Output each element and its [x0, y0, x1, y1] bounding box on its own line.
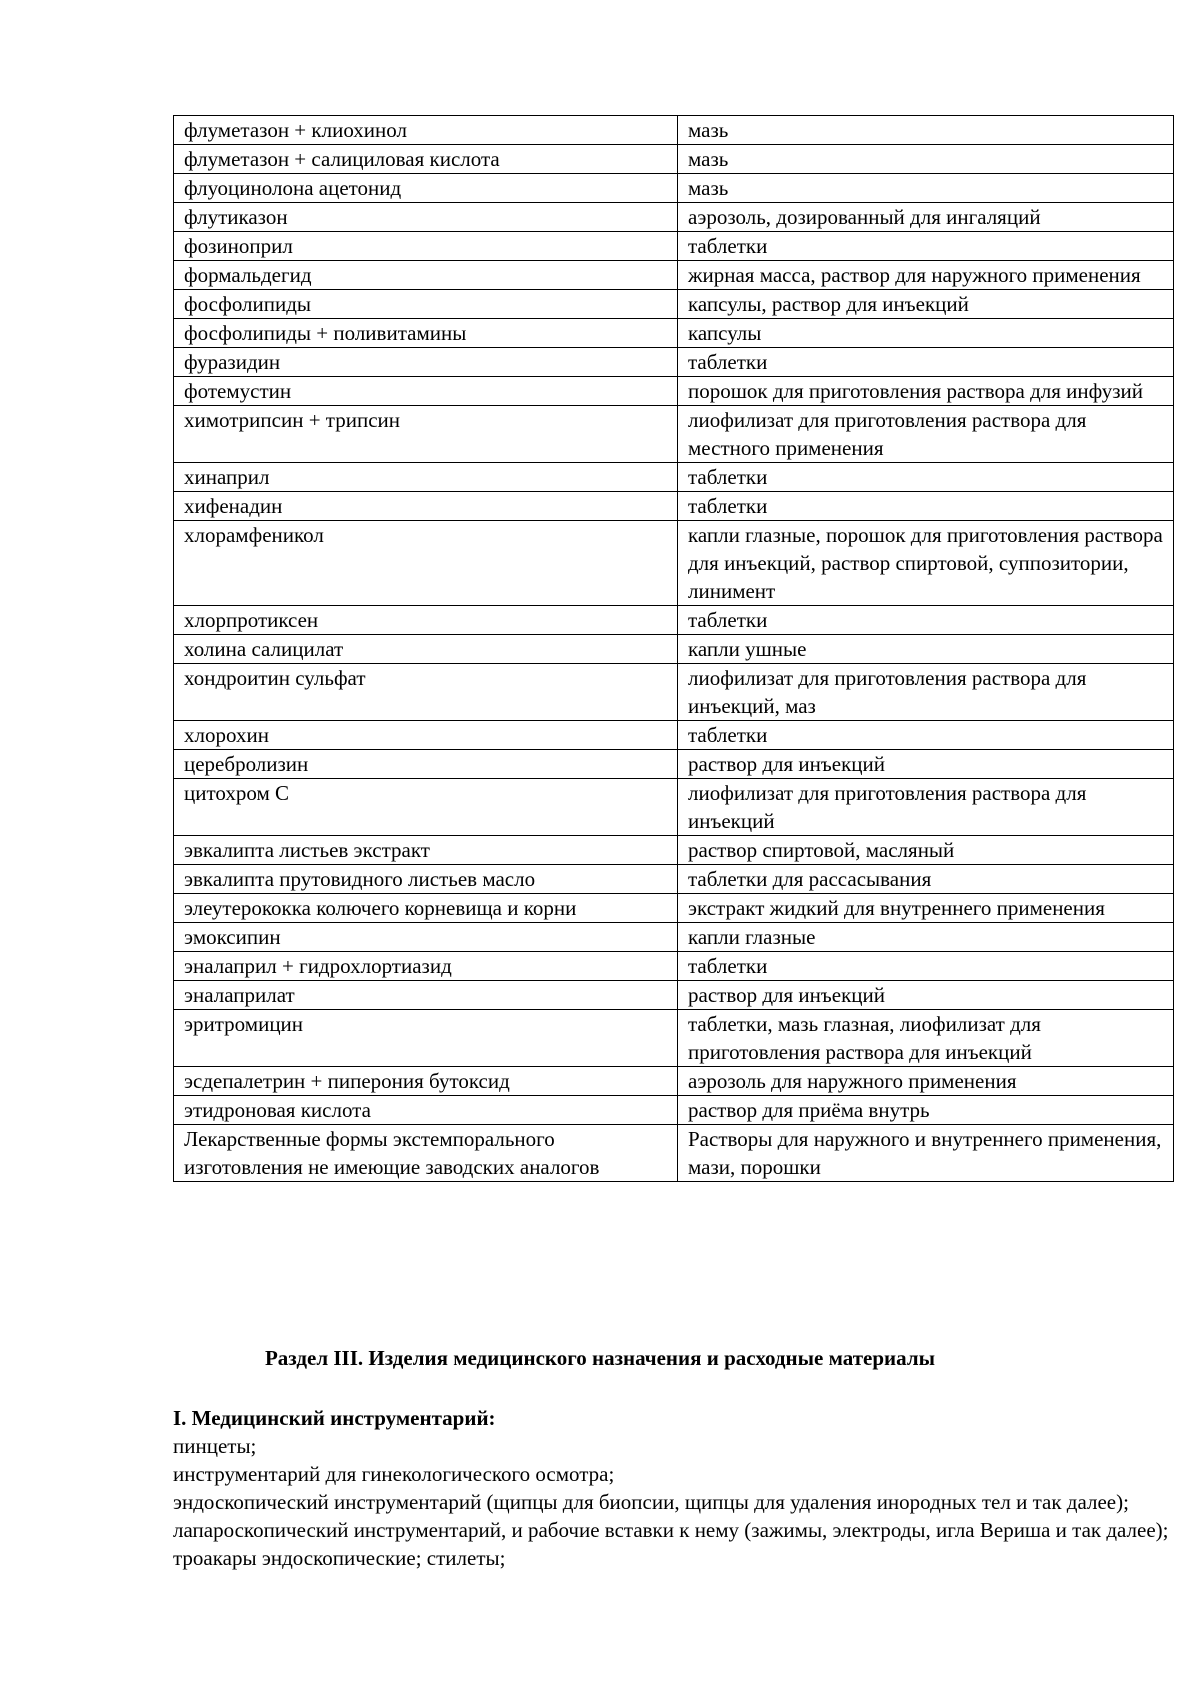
substance-name-cell: хинаприл — [174, 463, 678, 492]
list-item: пинцеты; — [173, 1434, 257, 1458]
dosage-form-cell: таблетки — [678, 952, 1174, 981]
dosage-form-cell: таблетки для рассасывания — [678, 865, 1174, 894]
substance-name-cell: церебролизин — [174, 750, 678, 779]
subsection-title: I. Медицинский инструментарий: — [173, 1406, 496, 1430]
dosage-form-cell: экстракт жидкий для внутреннего применения — [678, 894, 1174, 923]
dosage-form-cell: таблетки — [678, 492, 1174, 521]
substance-name-cell: флуметазон + салициловая кислота — [174, 145, 678, 174]
table-row — [174, 232, 1174, 261]
substance-name-cell: хлорпротиксен — [174, 606, 678, 635]
dosage-form-cell: лиофилизат для приготовления раствора для инъекций, маз — [678, 664, 1174, 721]
substance-name-cell: фосфолипиды — [174, 290, 678, 319]
substance-name-cell: эналаприл + гидрохлортиазид — [174, 952, 678, 981]
drug-forms-table — [173, 115, 1174, 1182]
dosage-form-cell: таблетки, мазь глазная, лиофилизат для приготовления раствора для инъекций — [678, 1010, 1174, 1067]
substance-name-cell: холина салицилат — [174, 635, 678, 664]
table-row — [174, 836, 1174, 865]
dosage-form-cell: капли глазные — [678, 923, 1174, 952]
table-row — [174, 319, 1174, 348]
table-row — [174, 664, 1174, 721]
substance-name-cell: фотемустин — [174, 377, 678, 406]
dosage-form-cell: таблетки — [678, 463, 1174, 492]
table-row — [174, 952, 1174, 981]
dosage-form-cell: аэрозоль, дозированный для ингаляций — [678, 203, 1174, 232]
substance-name-cell: фуразидин — [174, 348, 678, 377]
substance-name-cell: Лекарственные формы экстемпорального изготовления не имеющие заводских аналогов — [174, 1125, 678, 1182]
dosage-form-cell: таблетки — [678, 348, 1174, 377]
substance-name-cell: формальдегид — [174, 261, 678, 290]
dosage-form-cell: мазь — [678, 174, 1174, 203]
dosage-form-cell: лиофилизат для приготовления раствора для местного применения — [678, 406, 1174, 463]
table-row — [174, 203, 1174, 232]
dosage-form-cell: раствор для инъекций — [678, 981, 1174, 1010]
dosage-form-cell: капсулы, раствор для инъекций — [678, 290, 1174, 319]
table-row — [174, 261, 1174, 290]
substance-name-cell: эмоксипин — [174, 923, 678, 952]
table-row — [174, 1010, 1174, 1067]
table-row — [174, 606, 1174, 635]
dosage-form-cell: раствор для инъекций — [678, 750, 1174, 779]
dosage-form-cell: таблетки — [678, 606, 1174, 635]
substance-name-cell: химотрипсин + трипсин — [174, 406, 678, 463]
table-row — [174, 145, 1174, 174]
table-row — [174, 290, 1174, 319]
table-row — [174, 116, 1174, 145]
substance-name-cell: эвкалипта прутовидного листьев масло — [174, 865, 678, 894]
substance-name-cell: эналаприлат — [174, 981, 678, 1010]
table-row — [174, 1125, 1174, 1182]
dosage-form-cell: капли глазные, порошок для приготовления раствора для инъекций, раствор спиртовой, суппозитории, линимент — [678, 521, 1174, 606]
substance-name-cell: хондроитин сульфат — [174, 664, 678, 721]
dosage-form-cell: мазь — [678, 145, 1174, 174]
substance-name-cell: фозиноприл — [174, 232, 678, 261]
dosage-form-cell: раствор спиртовой, масляный — [678, 836, 1174, 865]
substance-name-cell: элеутерококка колючего корневища и корни — [174, 894, 678, 923]
list-item: инструментарий для гинекологического осмотра; — [173, 1462, 615, 1486]
section-body — [173, 1404, 1173, 1572]
dosage-form-cell: таблетки — [678, 232, 1174, 261]
section-heading: Раздел III. Изделия медицинского назначения и расходные материалы — [264, 1346, 935, 1370]
table-row — [174, 923, 1174, 952]
table-row — [174, 750, 1174, 779]
substance-name-cell: эритромицин — [174, 1010, 678, 1067]
table-row — [174, 492, 1174, 521]
dosage-form-cell: таблетки — [678, 721, 1174, 750]
table-row — [174, 981, 1174, 1010]
table-row — [174, 463, 1174, 492]
substance-name-cell: флуоцинолона ацетонид — [174, 174, 678, 203]
dosage-form-cell: порошок для приготовления раствора для инфузий — [678, 377, 1174, 406]
table-row — [174, 377, 1174, 406]
table-row — [174, 635, 1174, 664]
substance-name-cell: цитохром С — [174, 779, 678, 836]
substance-name-cell: флуметазон + клиохинол — [174, 116, 678, 145]
substance-name-cell: флутиказон — [174, 203, 678, 232]
table-row — [174, 348, 1174, 377]
table-row — [174, 865, 1174, 894]
dosage-form-cell: капли ушные — [678, 635, 1174, 664]
table-row — [174, 1067, 1174, 1096]
table-row — [174, 721, 1174, 750]
list-item: эндоскопический инструментарий (щипцы для биопсии, щипцы для удаления инородных тел и так далее); лапароскопический инструментарий, и рабочие вставки к нему (зажимы, электроды, игла Вериша и так далее); троакары эндоскопические; стилеты; — [173, 1490, 1169, 1570]
table-body — [174, 116, 1174, 1182]
dosage-form-cell: жирная масса, раствор для наружного применения — [678, 261, 1174, 290]
table-row — [174, 894, 1174, 923]
substance-name-cell: хлорамфеникол — [174, 521, 678, 606]
substance-name-cell: эсдепалетрин + пиперония бутоксид — [174, 1067, 678, 1096]
dosage-form-cell: лиофилизат для приготовления раствора для инъекций — [678, 779, 1174, 836]
substance-name-cell: эвкалипта листьев экстракт — [174, 836, 678, 865]
substance-name-cell: хлорохин — [174, 721, 678, 750]
dosage-form-cell: Растворы для наружного и внутреннего применения, мази, порошки — [678, 1125, 1174, 1182]
dosage-form-cell: раствор для приёма внутрь — [678, 1096, 1174, 1125]
substance-name-cell: хифенадин — [174, 492, 678, 521]
table-row — [174, 779, 1174, 836]
table-row — [174, 1096, 1174, 1125]
dosage-form-cell: аэрозоль для наружного применения — [678, 1067, 1174, 1096]
substance-name-cell: этидроновая кислота — [174, 1096, 678, 1125]
dosage-form-cell: мазь — [678, 116, 1174, 145]
substance-name-cell: фосфолипиды + поливитамины — [174, 319, 678, 348]
table-row — [174, 406, 1174, 463]
table-row — [174, 174, 1174, 203]
table-row — [174, 521, 1174, 606]
dosage-form-cell: капсулы — [678, 319, 1174, 348]
